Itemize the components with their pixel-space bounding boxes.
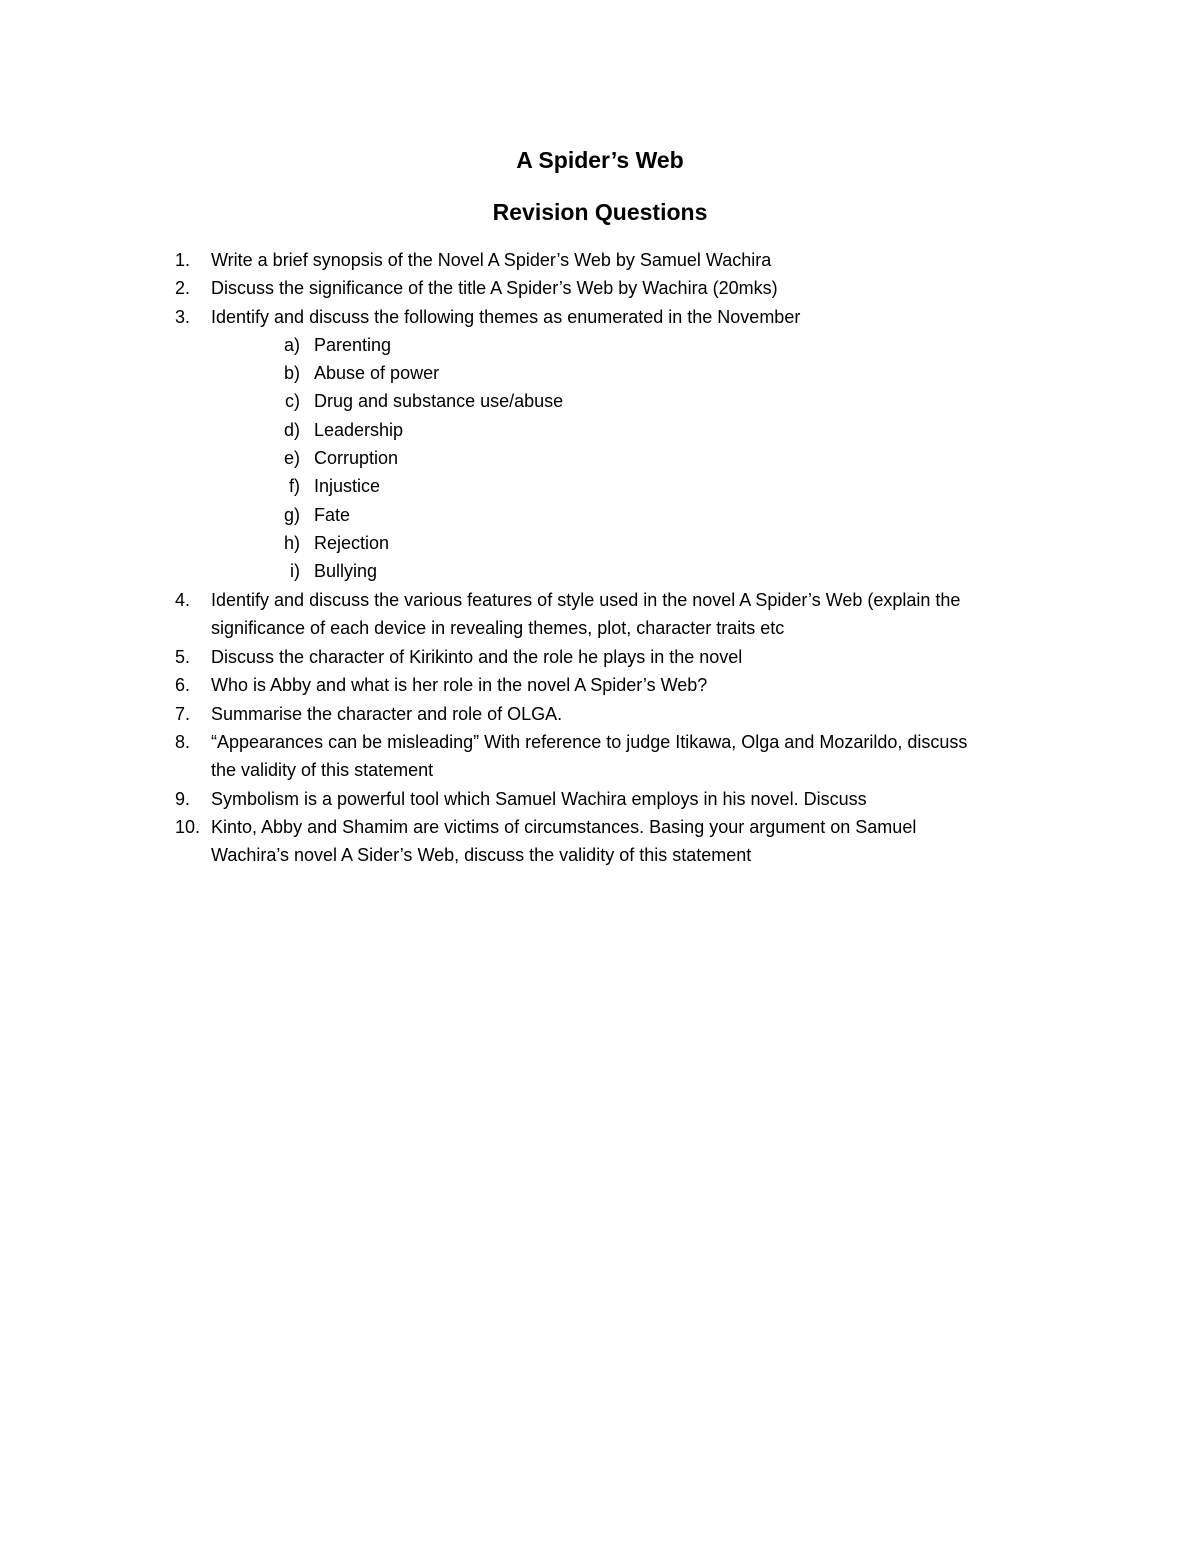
question-number: 2. bbox=[175, 278, 191, 298]
question-text: Summarise the character and role of OLGA. bbox=[211, 704, 563, 724]
question-text: Who is Abby and what is her role in the novel A Spider’s Web? bbox=[211, 675, 708, 695]
theme-text: Abuse of power bbox=[314, 363, 440, 383]
question-text: “Appearances can be misleading” With reference to judge Itikawa, Olga and Mozarildo, discuss bbox=[211, 732, 968, 752]
theme-text: Corruption bbox=[314, 448, 399, 468]
question-number: 1. bbox=[175, 250, 191, 270]
question-text: significance of each device in revealing themes, plot, character traits etc bbox=[211, 618, 785, 638]
theme-letter: e) bbox=[283, 448, 300, 468]
question-text: the validity of this statement bbox=[211, 760, 434, 780]
theme-text: Leadership bbox=[314, 420, 404, 440]
theme-letter: f) bbox=[289, 476, 300, 496]
question-text: Identify and discuss the various features of style used in the novel A Spider’s Web (explain the bbox=[211, 590, 961, 610]
question-text: Symbolism is a powerful tool which Samuel Wachira employs in his novel. Discuss bbox=[211, 789, 867, 809]
theme-text: Parenting bbox=[314, 335, 392, 355]
theme-letter: g) bbox=[283, 505, 300, 525]
question-number: 9. bbox=[175, 789, 191, 809]
question-text: Identify and discuss the following themes as enumerated in the November bbox=[211, 307, 801, 327]
question-number: 10. bbox=[175, 817, 201, 837]
theme-letter: i) bbox=[290, 561, 300, 581]
question-number: 7. bbox=[175, 704, 191, 724]
theme-letter: h) bbox=[283, 533, 300, 553]
theme-text: Drug and substance use/abuse bbox=[314, 391, 564, 411]
theme-text: Injustice bbox=[314, 476, 381, 496]
theme-text: Rejection bbox=[314, 533, 390, 553]
document-title: A Spider’s Web bbox=[516, 147, 684, 173]
question-text: Kinto, Abby and Shamim are victims of circumstances. Basing your argument on Samuel bbox=[211, 817, 917, 837]
question-number: 6. bbox=[175, 675, 191, 695]
question-text: Discuss the significance of the title A Spider’s Web by Wachira (20mks) bbox=[211, 278, 778, 298]
theme-text: Fate bbox=[314, 505, 351, 525]
document-subtitle: Revision Questions bbox=[492, 199, 708, 225]
question-text: Discuss the character of Kirikinto and the role he plays in the novel bbox=[211, 647, 743, 667]
theme-letter: d) bbox=[283, 420, 300, 440]
question-number: 8. bbox=[175, 732, 191, 752]
theme-letter: c) bbox=[285, 391, 300, 411]
question-number: 3. bbox=[175, 307, 191, 327]
question-text: Wachira’s novel A Sider’s Web, discuss the validity of this statement bbox=[211, 845, 752, 865]
theme-letter: a) bbox=[283, 335, 300, 355]
question-text: Write a brief synopsis of the Novel A Spider’s Web by Samuel Wachira bbox=[211, 250, 772, 270]
question-number: 4. bbox=[175, 590, 191, 610]
theme-letter: b) bbox=[283, 363, 300, 383]
question-number: 5. bbox=[175, 647, 191, 667]
theme-text: Bullying bbox=[314, 561, 378, 581]
